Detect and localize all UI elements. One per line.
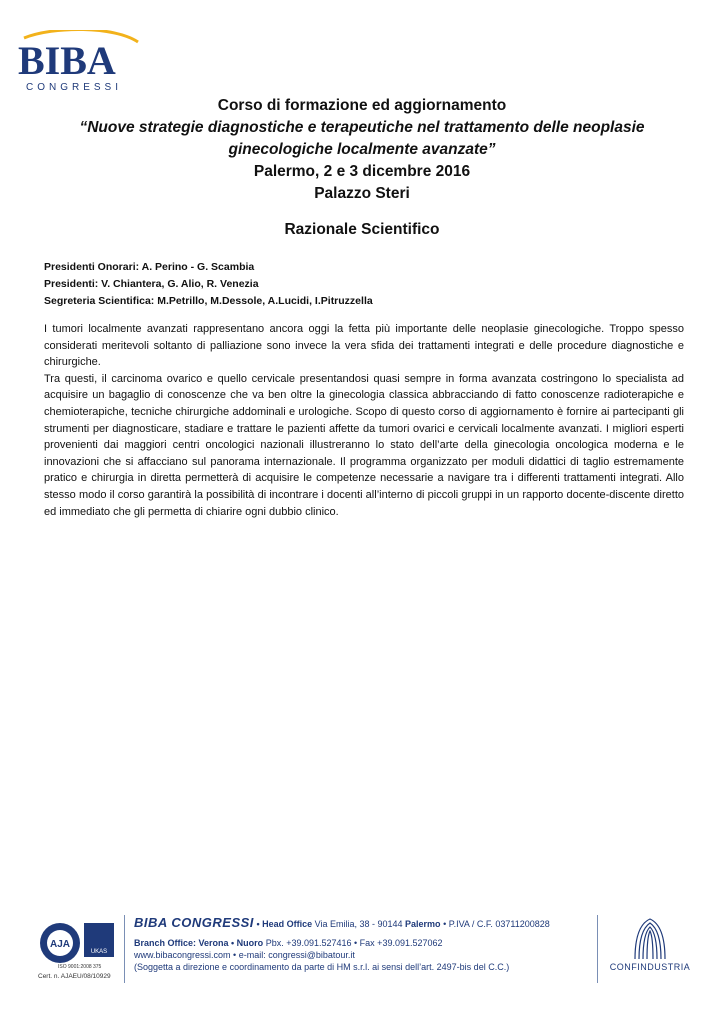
certificate-number: Cert. n. AJAEU/08/10929 <box>38 973 111 980</box>
legal-note: (Soggetta a direzione e coordinamento da parte di HM s.r.l. ai sensi dell’art. 2497-bis del C.C.) <box>134 962 510 972</box>
web-email[interactable]: www.bibacongressi.com • e-mail: congressi@bibatour.it <box>134 950 355 960</box>
heading-title-line2: ginecologiche localmente avanzate” <box>228 141 496 158</box>
section-title: Razionale Scientifico <box>284 221 440 238</box>
head-office-address: Via Emilia, 38 - 90144 <box>314 919 403 929</box>
footer-divider-right <box>597 915 598 983</box>
certification-logo <box>38 919 118 969</box>
paragraph: Tra questi, il carcinoma ovarico e quello cervicale presentandosi quasi sempre in forma avanzata costringono lo specialista ad acquisire un bagaglio di conoscenze che va ben oltre la ginecologia classica abbracciando di fatto conoscenze radioterapiche e chemioterapiche, tecniche chirurgiche addominali e urologiche. Scopo di questo corso di aggiornamento è fornire ai partecipanti gli strumenti per diagnosticare, stadiare e trattare le pazienti affette da tumori ovarici e cervicali localmente avanzati. I migliori esperti provenienti dai maggiori centri oncologici nazionali illustreranno lo stato dell’arte della ginecologia oncologica moderna e le innovazioni che si affacciano sul panorama internazionale. Il programma organizzato per moduli didattici di taglio estremamente pratico e chirurgia in diretta permetterà di acquisire le competenze necessarie a navigare tra i differenti trattamenti integrati. Allo stesso modo il corso garantirà la possibilità di incontrare i docenti all’interno di piccoli gruppi in un rapporto docente-discente diretto ed immediato che gli permetta di chiarire ogni dubbio clinico. <box>44 372 684 518</box>
paragraph: I tumori localmente avanzati rappresentano ancora oggi la fetta più importante delle neoplasie ginecologiche. Troppo spesso considerati meritevoli soltanto di palliazione sono invece la vera sfida dei trattamenti integrati e delle procedure diagnostiche e chirurgiche. <box>44 323 684 369</box>
phone-fax: Pbx. +39.091.527416 • Fax +39.091.527062 <box>265 938 443 948</box>
heading-course-type: Corso di formazione ed aggiornamento <box>217 97 507 114</box>
committee-list <box>44 259 684 310</box>
confindustria-label: CONFINDUSTRIA <box>609 962 691 972</box>
footer-brand: BIBA CONGRESSI <box>134 915 254 930</box>
body-text <box>44 321 684 520</box>
logo-brand-text: BIBA <box>18 38 116 83</box>
cert-number-text: 375 <box>93 964 102 969</box>
heading-venue: Palazzo Steri <box>314 185 410 202</box>
footer <box>0 905 724 995</box>
presidenti: Presidenti: V. Chiantera, G. Alio, R. Venezia <box>44 278 259 290</box>
head-office-city: Palermo <box>405 919 441 929</box>
footer-divider-left <box>124 915 125 983</box>
ukas-text: UKAS <box>90 949 108 955</box>
document-heading <box>30 95 694 241</box>
logo-sub-text: CONGRESSI <box>26 82 123 92</box>
vat-number: • P.IVA / C.F. 03711200828 <box>443 919 550 929</box>
biba-congressi-logo <box>14 30 144 92</box>
cert-iso-text: ISO 9001:2008 <box>58 964 92 969</box>
head-office-label: • Head Office <box>256 919 313 929</box>
heading-date: Palermo, 2 e 3 dicembre 2016 <box>253 163 471 180</box>
branch-offices: Branch Office: Verona • Nuoro <box>134 938 264 948</box>
footer-contact <box>134 917 594 973</box>
presidenti-onorari: Presidenti Onorari: A. Perino - G. Scambia <box>44 261 255 273</box>
segreteria-scientifica: Segreteria Scientifica: M.Petrillo, M.Dessole, A.Lucidi, I.Pitruzzella <box>44 295 373 307</box>
heading-title-line1: “Nuove strategie diagnostiche e terapeutiche nel trattamento delle neoplasie <box>79 119 645 136</box>
aja-text: AJA <box>49 939 71 950</box>
